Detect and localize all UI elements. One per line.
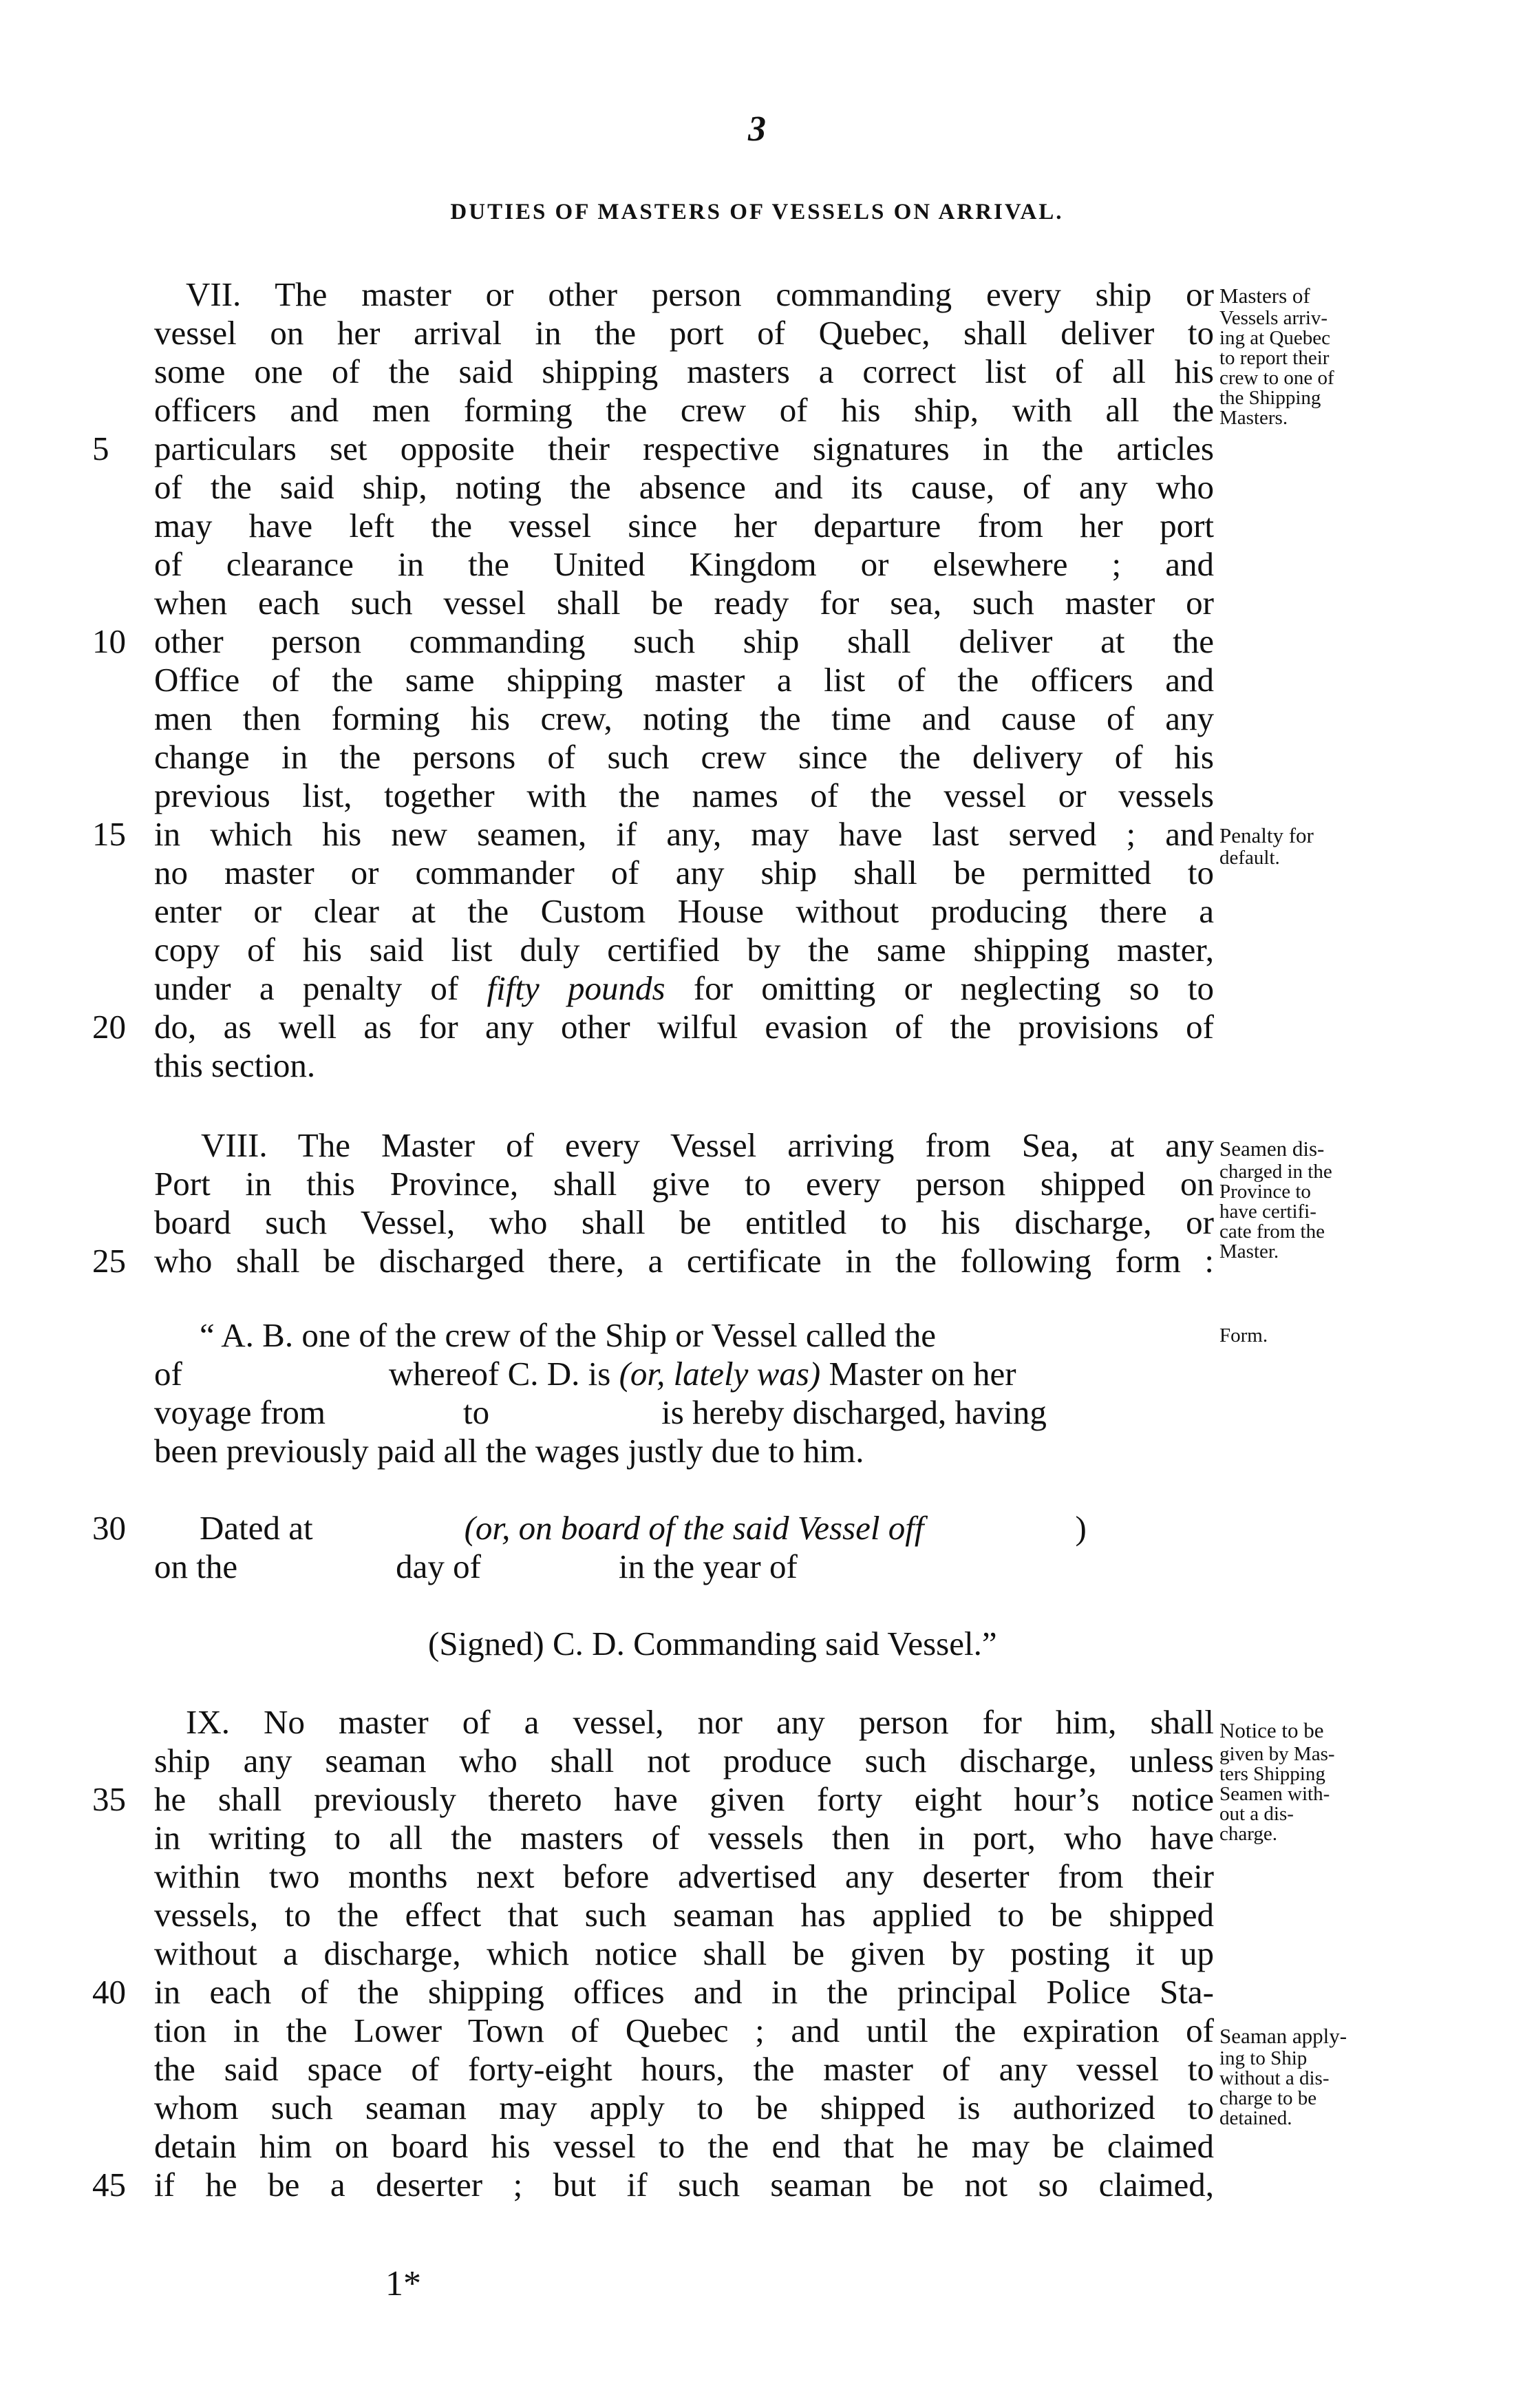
line-number: 40 <box>92 1973 126 2011</box>
section-ix-line: he shall previously thereto have given forty eight hour’s notice <box>154 1780 1214 1818</box>
text-span: under a penalty of <box>154 969 459 1007</box>
note-line: ing to Ship <box>1219 2047 1308 2069</box>
note-line: ters Shipping <box>1219 1763 1325 1785</box>
note-line: Seaman apply- <box>1219 2024 1347 2048</box>
note-line: Vessels arriv- <box>1219 307 1328 329</box>
section-vii-line: no master or commander of any ship shall be permitted to <box>154 854 1214 891</box>
section-vii-line: some one of the said shipping masters a correct list of all his <box>154 352 1214 390</box>
text-span: for omitting or neglecting so to <box>693 969 1215 1007</box>
line-number: 30 <box>92 1509 126 1547</box>
note-line: have certifi- <box>1219 1201 1316 1223</box>
section-vii-line: other person commanding such ship shall deliver at the <box>154 622 1214 660</box>
italic-amount: fifty pounds <box>487 969 665 1007</box>
margin-note-masters <box>1219 284 1412 428</box>
section-ix-line: ship any seaman who shall not produce such discharge, unless <box>154 1742 1214 1779</box>
note-line: to report their <box>1219 347 1330 369</box>
section-vii-line: change in the persons of such crew since the delivery of his <box>154 738 1214 776</box>
note-line: Seamen with- <box>1219 1783 1330 1805</box>
section-viii-line: board such Vessel, who shall be entitled to his discharge, or <box>154 1203 1214 1241</box>
section-vii-line: men then forming his crew, noting the time and cause of any <box>154 699 1214 737</box>
section-vii-line: this section. <box>154 1046 316 1084</box>
section-vii-line: when each such vessel shall be ready for sea, such master or <box>154 584 1214 622</box>
note-line: ing at Quebec <box>1219 327 1331 349</box>
text-span: to <box>463 1393 490 1431</box>
line-number: 20 <box>92 1008 126 1046</box>
section-ix-line: detain him on board his vessel to the end that he may be claimed <box>154 2127 1214 2165</box>
section-ix-line: in each of the shipping offices and in the principal Police Sta- <box>154 1973 1214 2011</box>
form-line <box>154 1393 1214 1432</box>
note-line: Penalty for <box>1219 823 1314 847</box>
note-line: Notice to be <box>1219 1718 1324 1742</box>
section-vii-line: do, as well as for any other wilful evasion of the provisions of <box>154 1008 1214 1046</box>
line-number: 25 <box>92 1242 126 1280</box>
section-ix-line: tion in the Lower Town of Quebec ; and until the expiration of <box>154 2011 1214 2049</box>
text-span: Master on her <box>829 1355 1016 1393</box>
note-line: given by Mas- <box>1219 1743 1335 1765</box>
margin-note-form <box>1219 1326 1412 1346</box>
note-line: without a dis- <box>1219 2067 1330 2089</box>
note-line: out a dis- <box>1219 1803 1294 1825</box>
note-line: Form. <box>1219 1324 1268 1346</box>
text-span: ) <box>1075 1509 1087 1547</box>
line-number: 5 <box>92 430 109 467</box>
line-number: 45 <box>92 2166 126 2204</box>
italic-text: (or, lately was) <box>619 1355 821 1393</box>
margin-note-penalty <box>1219 823 1412 868</box>
text-span: voyage from <box>154 1393 326 1431</box>
section-ix-line: if he be a deserter ; but if such seaman be not so claimed, <box>154 2166 1214 2204</box>
note-line: detained. <box>1219 2107 1292 2129</box>
section-ix-line: within two months next before advertised any deserter from their <box>154 1857 1214 1895</box>
section-viii-line: Port in this Province, shall give to every person shipped on <box>154 1165 1214 1203</box>
section-vii-line: enter or clear at the Custom House without producing there a <box>154 892 1214 930</box>
section-vii-line: in which his new seamen, if any, may have last served ; and <box>154 815 1214 853</box>
section-vii-line-penalty <box>154 969 1214 1008</box>
section-vii-line: may have left the vessel since her departure from her port <box>154 507 1214 545</box>
section-viii-line: who shall be discharged there, a certificate in the following form : <box>154 1242 1214 1280</box>
note-line: the Shipping <box>1219 387 1321 409</box>
text-span: is hereby discharged, having <box>661 1393 1047 1431</box>
note-line: default. <box>1219 847 1280 869</box>
section-vii-line: officers and men forming the crew of his ship, with all the <box>154 391 1214 429</box>
text-span: whereof C. D. is <box>388 1355 611 1393</box>
section-ix-line: the said space of forty-eight hours, the master of any vessel to <box>154 2050 1214 2088</box>
section-ix-line: IX. No master of a vessel, nor any person for him, shall <box>186 1703 1214 1741</box>
text-span: on the <box>154 1548 238 1585</box>
section-ix-line: without a discharge, which notice shall be given by posting it up <box>154 1934 1214 1972</box>
italic-text: (or, on board of the said Vessel off <box>464 1509 924 1547</box>
line-number: 35 <box>92 1780 126 1818</box>
note-line: Masters of <box>1219 284 1310 308</box>
form-line: been previously paid all the wages justly due to him. <box>154 1432 864 1470</box>
note-line: crew to one of <box>1219 367 1334 389</box>
line-number: 15 <box>92 815 126 853</box>
section-vii-line: copy of his said list duly certified by the same shipping master, <box>154 931 1214 969</box>
section-vii-line: VII. The master or other person commanding every ship or <box>186 275 1214 313</box>
section-ix-line: vessels, to the effect that such seaman has applied to be shipped <box>154 1896 1214 1934</box>
section-vii-line: previous list, together with the names of the vessel or vessels <box>154 777 1214 814</box>
text-span: Dated at <box>200 1509 313 1547</box>
line-number: 10 <box>92 622 126 660</box>
form-line: “ A. B. one of the crew of the Ship or Vessel called the <box>200 1316 937 1354</box>
note-line: Masters. <box>1219 407 1288 429</box>
text-span: day of <box>396 1548 481 1585</box>
section-ix-line: whom such seaman may apply to be shipped is authorized to <box>154 2089 1214 2126</box>
note-line: cate from the <box>1219 1221 1325 1243</box>
note-line: charged in the <box>1219 1161 1332 1183</box>
section-vii-line: of the said ship, noting the absence and its cause, of any who <box>154 468 1214 506</box>
section-viii-line: VIII. The Master of every Vessel arriving from Sea, at any <box>201 1126 1214 1164</box>
text-span: of <box>154 1355 182 1393</box>
form-line <box>154 1355 1214 1393</box>
page-number: 3 <box>748 109 766 149</box>
margin-note-detained <box>1219 2024 1412 2129</box>
note-line: charge. <box>1219 1823 1277 1845</box>
margin-note-seamen <box>1219 1136 1412 1262</box>
form-line <box>200 1509 1259 1548</box>
section-ix-line: in writing to all the masters of vessels then in port, who have <box>154 1819 1214 1857</box>
note-line: Seamen dis- <box>1219 1137 1325 1161</box>
note-line: Province to <box>1219 1181 1311 1203</box>
signature-mark: 1* <box>385 2264 421 2303</box>
note-line: charge to be <box>1219 2087 1317 2109</box>
margin-note-notice <box>1219 1717 1412 1844</box>
form-line <box>154 1548 1214 1586</box>
note-line: Master. <box>1219 1240 1279 1263</box>
section-vii-line: particulars set opposite their respective signatures in the articles <box>154 430 1214 467</box>
section-vii-line: of clearance in the United Kingdom or elsewhere ; and <box>154 545 1214 583</box>
section-vii-line: Office of the same shipping master a list of the officers and <box>154 661 1214 699</box>
running-head: DUTIES OF MASTERS OF VESSELS ON ARRIVAL. <box>450 200 1064 224</box>
text-span: in the year of <box>618 1548 798 1585</box>
form-signed-line: (Signed) C. D. Commanding said Vessel.” <box>428 1625 997 1662</box>
section-vii-line: vessel on her arrival in the port of Quebec, shall deliver to <box>154 314 1214 352</box>
